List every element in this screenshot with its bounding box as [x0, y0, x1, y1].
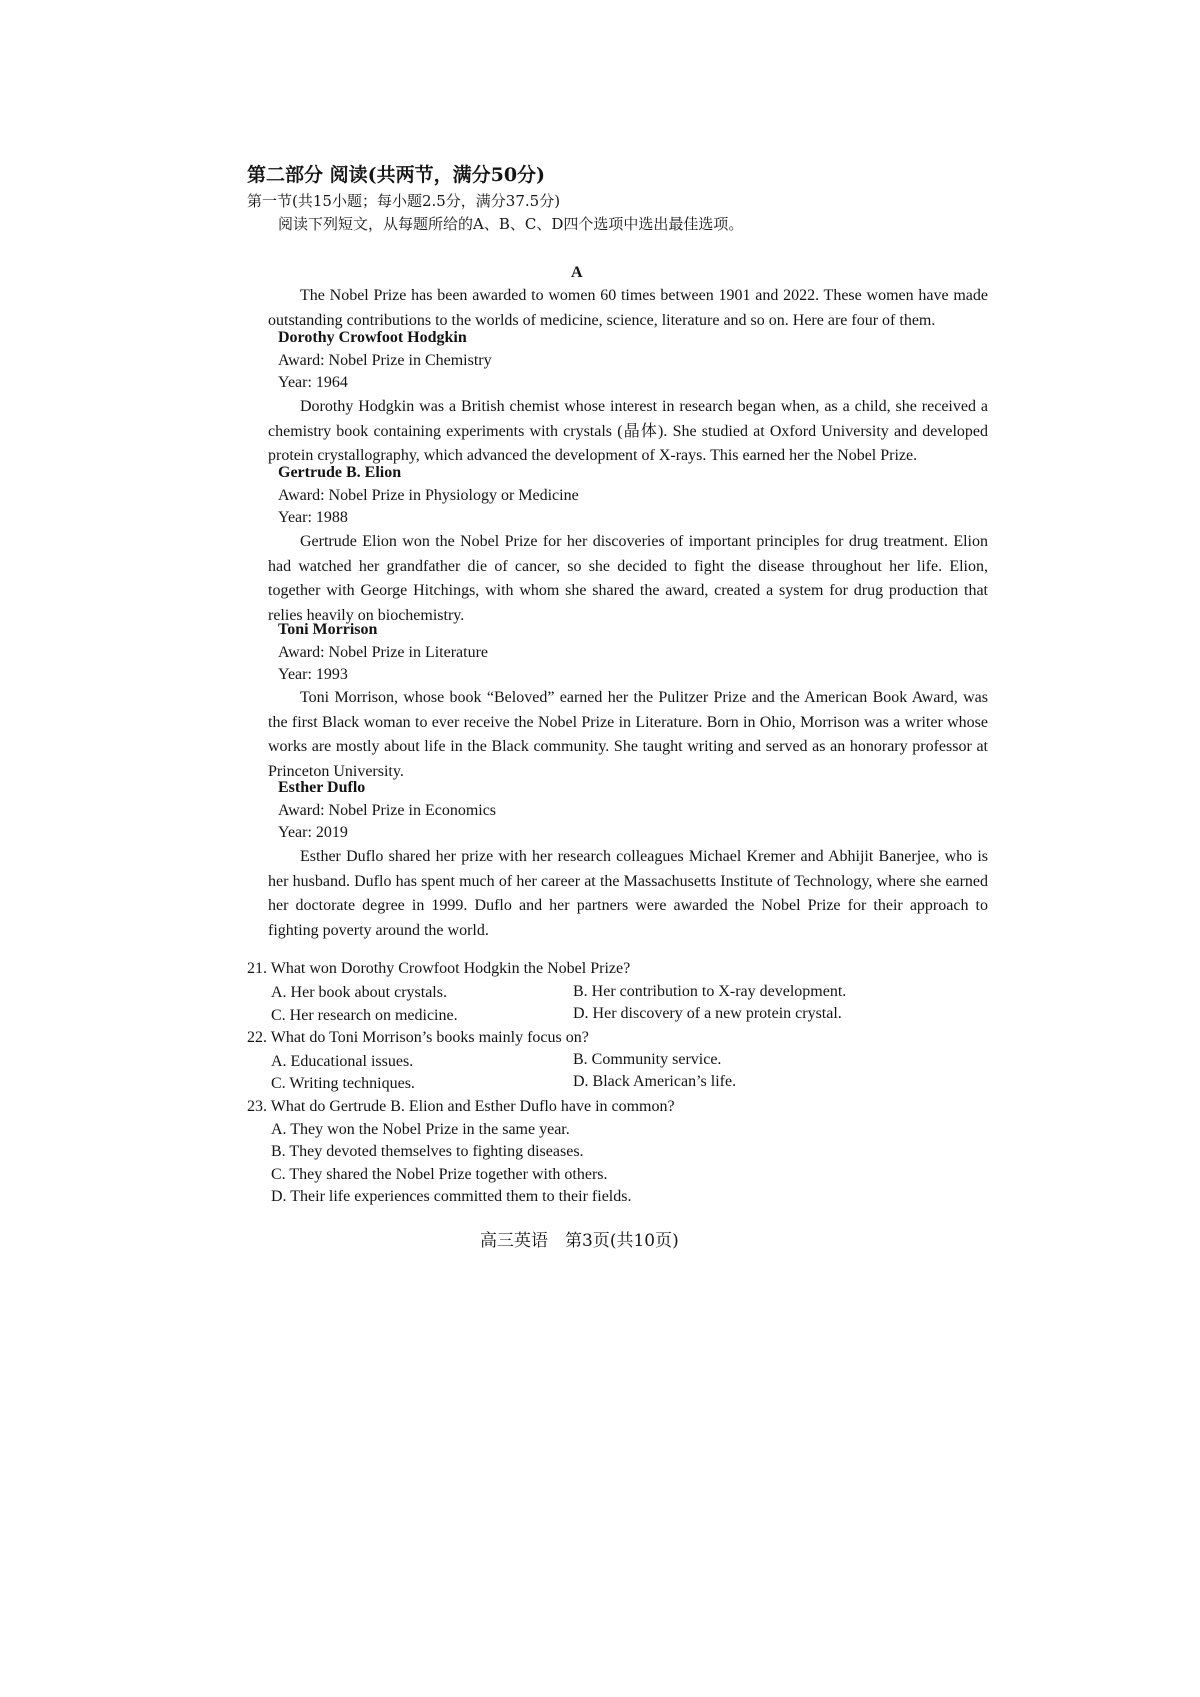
laureate-award: Award: Nobel Prize in Physiology or Medicine [278, 487, 579, 504]
answer-option: A. Educational issues. [271, 1053, 414, 1070]
laureate-bio: Dorothy Hodgkin was a British chemist whose interest in research began when, as a child, she received a chemistry book containing experiments with crystals (晶体). She studied at Oxford University and developed protein crystallography, which advanced the development of X-rays. This earned her the Nobel Prize. [268, 398, 988, 464]
answer-option: D. Her discovery of a new protein crystal. [573, 1005, 842, 1022]
answer-option: B. Her contribution to X-ray development. [573, 983, 847, 1000]
laureate-bio: Gertrude Elion won the Nobel Prize for her discoveries of important principles for drug treatment. Elion had watched her grandfather die of cancer, so she decided to fight the disease throughout her life. Elion, together with George Hitchings, with whom she shared the award, created a system for drug production that relies heavily on biochemistry. [268, 533, 988, 624]
answer-option: A. They won the Nobel Prize in the same year. [271, 1121, 570, 1138]
part-title: 第二部分 阅读(共两节，满分50分) [247, 164, 546, 186]
laureate-name: Gertrude B. Elion [278, 464, 402, 481]
answer-option: B. They devoted themselves to fighting diseases. [271, 1143, 584, 1160]
laureate-year: Year: 1964 [278, 374, 348, 391]
passage-intro: The Nobel Prize has been awarded to women 60 times between 1901 and 2022. These women have made outstanding contributions to the worlds of medicine, science, literature and so on. Here are four of them. [268, 287, 988, 329]
answer-option: D. Their life experiences committed them to their fields. [271, 1188, 632, 1205]
laureate-bio: Esther Duflo shared her prize with her research colleagues Michael Kremer and Abhijit Banerjee, who is her husband. Duflo has spent much of her career at the Massachusetts Institute of Technology, where she earned her doctorate degree in 1999. Duflo and her partners were awarded the Nobel Prize for their approach to fighting poverty around the world. [268, 848, 988, 939]
page-footer: 高三英语 第3页(共10页) [480, 1231, 679, 1251]
laureate-year: Year: 1993 [278, 666, 348, 683]
question-stem: 21. What won Dorothy Crowfoot Hodgkin the Nobel Prize? [247, 960, 631, 977]
laureate-bio: Toni Morrison, whose book “Beloved” earned her the Pulitzer Prize and the American Book Award, was the first Black woman to ever receive the Nobel Prize in Literature. Born in Ohio, Morrison was a writer whose works are mostly about life in the Black community. She taught writing and served as an honorary professor at Princeton University. [268, 689, 988, 780]
laureate-year: Year: 1988 [278, 509, 348, 526]
answer-option: C. Her research on medicine. [271, 1007, 458, 1024]
laureate-year: Year: 2019 [278, 824, 348, 841]
answer-option: A. Her book about crystals. [271, 984, 447, 1001]
passage-label: A [571, 264, 583, 281]
answer-option: C. They shared the Nobel Prize together with others. [271, 1166, 608, 1183]
question-stem: 23. What do Gertrude B. Elion and Esther Duflo have in common? [247, 1098, 675, 1115]
laureate-award: Award: Nobel Prize in Economics [278, 802, 497, 819]
section-title: 第一节(共15小题；每小题2.5分，满分37.5分) [247, 192, 561, 210]
laureate-name: Esther Duflo [278, 779, 366, 796]
answer-option: D. Black American’s life. [573, 1073, 737, 1090]
laureate-award: Award: Nobel Prize in Chemistry [278, 352, 492, 369]
question-stem: 22. What do Toni Morrison’s books mainly focus on? [247, 1029, 589, 1046]
laureate-award: Award: Nobel Prize in Literature [278, 644, 489, 661]
laureate-name: Dorothy Crowfoot Hodgkin [278, 329, 467, 346]
instruction-text: 阅读下列短文，从每题所给的A、B、C、D四个选项中选出最佳选项。 [278, 215, 744, 233]
laureate-name: Toni Morrison [278, 621, 378, 638]
answer-option: C. Writing techniques. [271, 1075, 415, 1092]
answer-option: B. Community service. [573, 1051, 722, 1068]
